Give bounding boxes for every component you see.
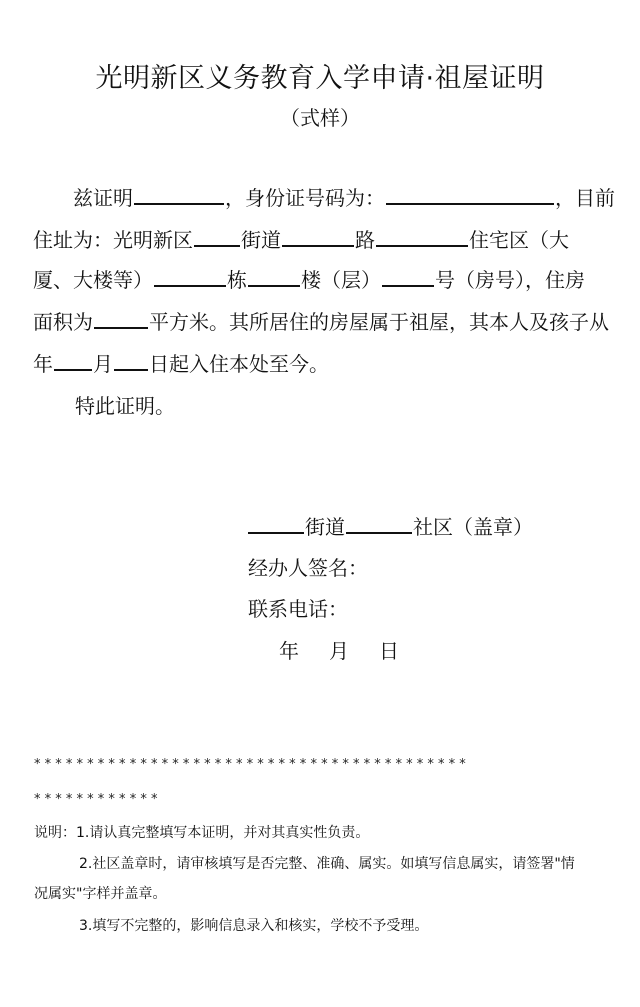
residence-blank <box>376 227 468 247</box>
note-1: 说明：1.请认真完整填写本证明，并对其真实性负责。 <box>34 825 370 841</box>
body-line-3 <box>33 266 585 294</box>
area-blank <box>94 309 148 329</box>
street-blank <box>194 227 240 247</box>
road-blank <box>282 227 354 247</box>
note-3: 3.填写不完整的，影响信息录入和核实，学校不予受理。 <box>79 918 429 934</box>
body-text: 街道 <box>241 228 281 252</box>
separator-stars-row2: * * * * * * * * * * * * <box>34 792 158 807</box>
body-text: 栋 <box>227 268 247 292</box>
building-blank <box>154 267 226 287</box>
body-text: 月 <box>93 352 113 376</box>
body-text: ，身份证号码为： <box>225 186 385 210</box>
body-text: 路 <box>355 228 375 252</box>
body-text: 楼（层） <box>301 268 381 292</box>
closing-statement: 特此证明。 <box>75 394 175 418</box>
body-text: 年 <box>33 352 53 376</box>
date-day: 日 <box>379 639 399 663</box>
body-text: 厦、大楼等） <box>33 268 153 292</box>
stamp-text: 街道 <box>305 515 345 539</box>
separator-stars-row1: * * * * * * * * * * * * * * * * * * * * * * * * * * * * * * * * * * * * * * * * * <box>34 757 466 772</box>
id-number-blank <box>386 185 554 205</box>
body-text: 兹证明 <box>73 186 133 210</box>
body-text: 号（房号），住房 <box>435 268 585 292</box>
body-line-4 <box>33 308 609 336</box>
body-text: 住宅区（大 <box>469 228 569 252</box>
room-blank <box>382 267 434 287</box>
body-text: 日起入住本处至今。 <box>149 352 329 376</box>
note-2: 2.社区盖章时，请审核填写是否完整、准确、属实。如填写信息属实，请签署"情 <box>79 856 575 872</box>
note-2-continued: 况属实"字样并盖章。 <box>34 886 167 902</box>
month-blank <box>114 351 148 371</box>
document-subtitle: （式样） <box>280 106 360 130</box>
stamp-street-blank <box>248 514 304 534</box>
contact-phone-label: 联系电话： <box>248 597 348 621</box>
name-blank <box>134 185 224 205</box>
date-year: 年 <box>279 639 299 663</box>
floor-blank <box>248 267 300 287</box>
body-text: 住址为：光明新区 <box>33 228 193 252</box>
year-blank <box>54 351 92 371</box>
body-text: 平方米。其所居住的房屋属于祖屋，其本人及孩子从 <box>149 310 609 334</box>
date-month: 月 <box>329 639 349 663</box>
stamp-community-blank <box>346 514 412 534</box>
stamp-text: 社区（盖章） <box>413 515 533 539</box>
handler-signature-label: 经办人签名： <box>248 556 368 580</box>
body-text: 面积为 <box>33 310 93 334</box>
body-line-1 <box>33 184 615 212</box>
stamp-line <box>247 513 533 541</box>
document-title: 光明新区义务教育入学申请·祖屋证明 <box>95 63 545 94</box>
body-line-5 <box>33 350 329 378</box>
body-text: ，目前 <box>555 186 615 210</box>
body-line-2 <box>33 226 569 254</box>
